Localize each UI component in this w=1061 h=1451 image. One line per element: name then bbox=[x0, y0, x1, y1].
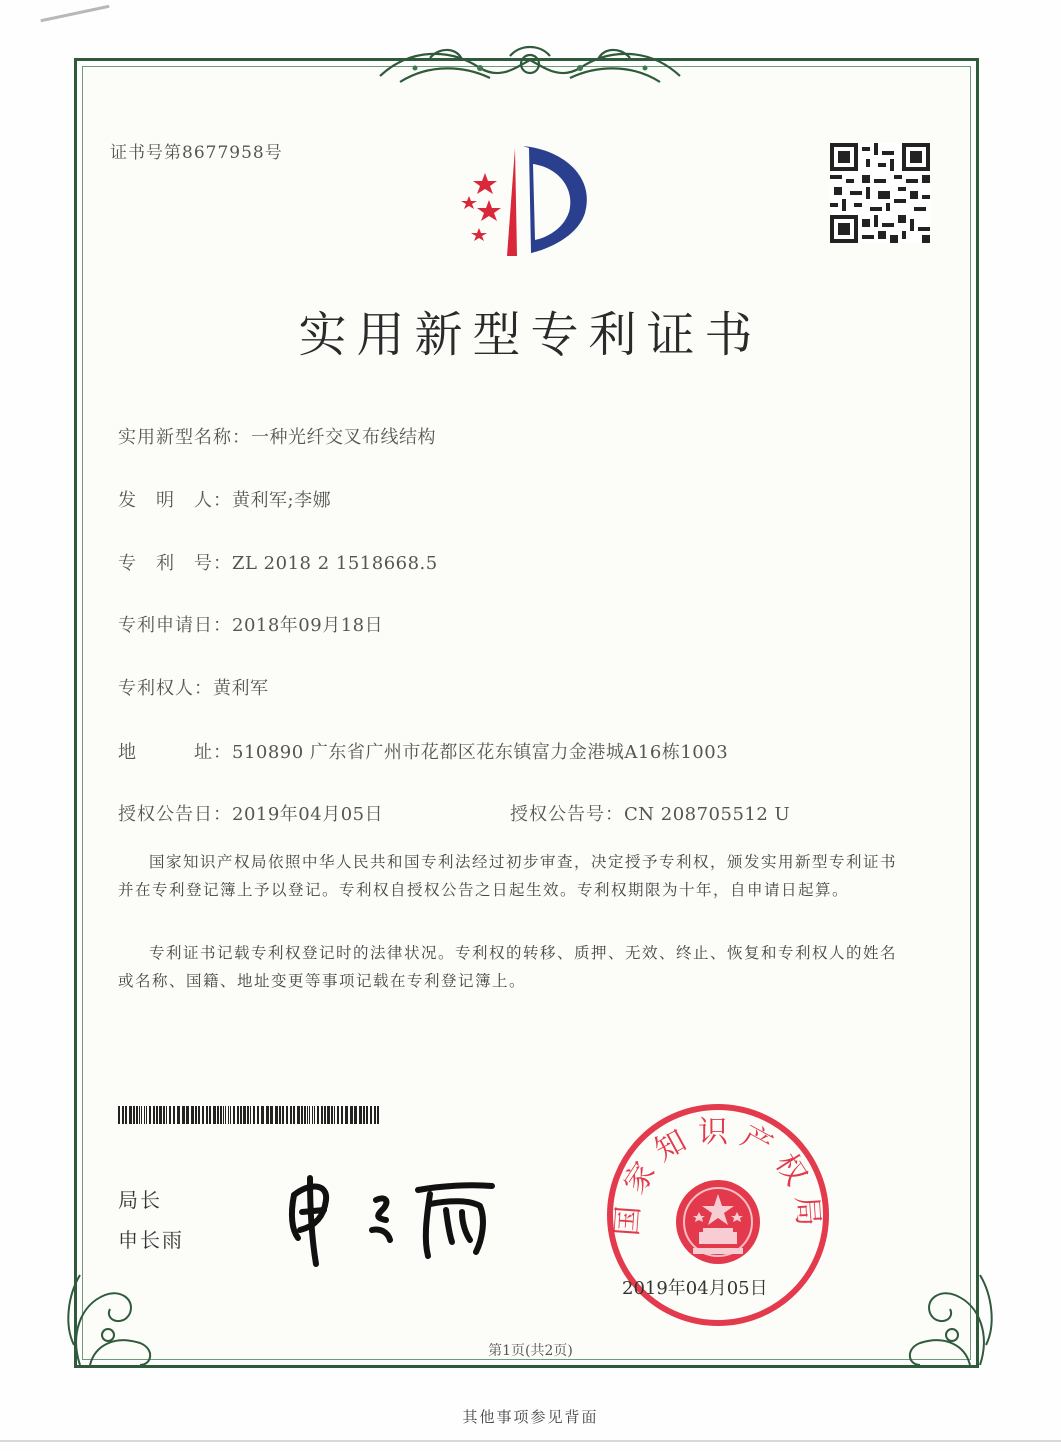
barcode-bar bbox=[345, 1106, 348, 1124]
barcode-bar bbox=[141, 1106, 142, 1124]
barcode-bar bbox=[297, 1106, 300, 1124]
field-label: 专 利 号： bbox=[118, 553, 232, 574]
barcode-bar bbox=[166, 1106, 167, 1124]
legal-paragraph-2: 专利证书记载专利权登记时的法律状况。专利权的转移、质押、无效、终止、恢复和专利权人的姓名或名称、国籍、地址变更等事项记载在专利登记簿上。 bbox=[118, 944, 898, 990]
barcode-bar bbox=[334, 1106, 335, 1124]
scan-artifact bbox=[40, 5, 109, 22]
director-name: 申长雨 bbox=[118, 1228, 184, 1252]
barcode-bar bbox=[198, 1106, 200, 1124]
field-value: 2018年09月18日 bbox=[232, 615, 384, 636]
barcode-bar bbox=[177, 1106, 180, 1124]
field-value: CN 208705512 U bbox=[624, 804, 791, 825]
legal-paragraph-1: 国家知识产权局依照中华人民共和国专利法经过初步审查，决定授予专利权，颁发实用新型专利证书并在专利登记簿上予以登记。专利权自授权公告之日起生效。专利权期限为十年，自申请日起算。 bbox=[118, 853, 898, 899]
barcode-bar bbox=[279, 1106, 281, 1124]
barcode-bar bbox=[240, 1106, 242, 1124]
director-signature bbox=[280, 1160, 510, 1270]
barcode-bar bbox=[317, 1106, 319, 1124]
barcode-bar bbox=[122, 1106, 124, 1124]
barcode-bar bbox=[169, 1106, 171, 1124]
barcode-bar bbox=[366, 1106, 368, 1124]
barcode-bar bbox=[163, 1106, 165, 1124]
field-label: 地 址： bbox=[118, 742, 232, 763]
barcode-bar bbox=[159, 1106, 162, 1124]
barcode-bar bbox=[182, 1106, 185, 1124]
page-number: 第1页(共2页) bbox=[488, 1343, 573, 1359]
barcode-bar bbox=[186, 1106, 189, 1124]
barcode-bar bbox=[350, 1106, 353, 1124]
barcode-bar bbox=[243, 1106, 246, 1124]
barcode-bar bbox=[129, 1106, 132, 1124]
barcode-bar bbox=[331, 1106, 333, 1124]
back-note: 其他事项参见背面 bbox=[462, 1408, 599, 1426]
barcode-bar bbox=[250, 1106, 251, 1124]
barcode-bar bbox=[337, 1106, 339, 1124]
field-label: 发 明 人： bbox=[118, 490, 232, 511]
barcode-icon bbox=[118, 1106, 380, 1124]
barcode-bar bbox=[223, 1106, 224, 1124]
barcode-bar bbox=[230, 1106, 231, 1124]
seal-date: 2019年04月05日 bbox=[622, 1278, 768, 1299]
barcode-bar bbox=[275, 1106, 278, 1124]
barcode-bar bbox=[261, 1106, 264, 1124]
filing-date-field bbox=[118, 611, 383, 637]
barcode-bar bbox=[133, 1106, 135, 1124]
patentee-field bbox=[118, 674, 269, 700]
field-value: 一种光纤交叉布线结构 bbox=[251, 427, 436, 448]
barcode-bar bbox=[195, 1106, 197, 1124]
barcode-bar bbox=[354, 1106, 357, 1124]
barcode-bar bbox=[314, 1106, 315, 1124]
qr-code-icon bbox=[830, 143, 930, 243]
barcode-bar bbox=[206, 1106, 208, 1124]
barcode-bar bbox=[324, 1106, 326, 1124]
barcode-bar bbox=[321, 1106, 323, 1124]
patent-emblem-icon bbox=[445, 138, 605, 263]
barcode-bar bbox=[220, 1106, 222, 1124]
barcode-bar bbox=[247, 1106, 249, 1124]
barcode-bar bbox=[149, 1106, 151, 1124]
barcode-bar bbox=[237, 1106, 239, 1124]
barcode-bar bbox=[139, 1106, 140, 1124]
barcode-bar bbox=[118, 1106, 120, 1124]
barcode-bar bbox=[153, 1106, 155, 1124]
barcode-bar bbox=[217, 1106, 219, 1124]
inventor-field bbox=[118, 486, 331, 512]
barcode-bar bbox=[191, 1106, 194, 1124]
barcode-bar bbox=[270, 1106, 273, 1124]
barcode-bar bbox=[304, 1106, 306, 1124]
barcode-bar bbox=[225, 1106, 226, 1124]
director-title: 局长 bbox=[118, 1188, 162, 1212]
field-value: 2019年04月05日 bbox=[232, 804, 384, 825]
barcode-bar bbox=[293, 1106, 295, 1124]
barcode-bar bbox=[228, 1106, 229, 1124]
barcode-bar bbox=[307, 1106, 308, 1124]
barcode-bar bbox=[202, 1106, 204, 1124]
field-label: 专利申请日： bbox=[118, 615, 232, 636]
certificate-title: 实用新型专利证书 bbox=[298, 307, 763, 363]
field-value: 510890 广东省广州市花都区花东镇富力金港城A16栋1003 bbox=[232, 742, 729, 763]
page-edge bbox=[0, 1440, 1061, 1442]
barcode-bar bbox=[327, 1106, 330, 1124]
top-ornament-icon bbox=[370, 38, 690, 93]
svg-text:国家知识产权局: 国家知识产权局 bbox=[609, 1115, 827, 1238]
field-label: 授权公告日： bbox=[118, 804, 232, 825]
barcode-bar bbox=[377, 1106, 379, 1124]
barcode-bar bbox=[341, 1106, 343, 1124]
barcode-bar bbox=[359, 1106, 362, 1124]
field-value: ZL 2018 2 1518668.5 bbox=[232, 553, 438, 574]
grant-date-field bbox=[118, 800, 383, 826]
address-field bbox=[118, 738, 728, 764]
field-label: 专利权人： bbox=[118, 678, 213, 699]
barcode-bar bbox=[173, 1106, 175, 1124]
patent-number-field bbox=[118, 549, 438, 575]
barcode-bar bbox=[125, 1106, 127, 1124]
barcode-bar bbox=[146, 1106, 147, 1124]
barcode-bar bbox=[136, 1106, 138, 1124]
barcode-bar bbox=[312, 1106, 313, 1124]
barcode-bar bbox=[233, 1106, 235, 1124]
field-value: 黄利军 bbox=[213, 678, 269, 699]
barcode-bar bbox=[286, 1106, 288, 1124]
certificate-number: 证书号第8677958号 bbox=[110, 143, 283, 163]
field-label: 授权公告号： bbox=[510, 804, 624, 825]
barcode-bar bbox=[363, 1106, 365, 1124]
barcode-bar bbox=[209, 1106, 211, 1124]
barcode-bar bbox=[301, 1106, 303, 1124]
barcode-bar bbox=[253, 1106, 255, 1124]
barcode-bar bbox=[257, 1106, 259, 1124]
utility-model-name-field bbox=[118, 423, 436, 449]
barcode-bar bbox=[370, 1106, 372, 1124]
barcode-bar bbox=[266, 1106, 269, 1124]
barcode-bar bbox=[282, 1106, 284, 1124]
barcode-bar bbox=[290, 1106, 292, 1124]
field-label: 实用新型名称： bbox=[118, 427, 251, 448]
barcode-bar bbox=[144, 1106, 145, 1124]
field-value: 黄利军;李娜 bbox=[232, 490, 332, 511]
barcode-bar bbox=[213, 1106, 216, 1124]
barcode-bar bbox=[309, 1106, 310, 1124]
grant-number-field bbox=[510, 800, 790, 826]
barcode-bar bbox=[156, 1106, 158, 1124]
barcode-bar bbox=[374, 1106, 376, 1124]
